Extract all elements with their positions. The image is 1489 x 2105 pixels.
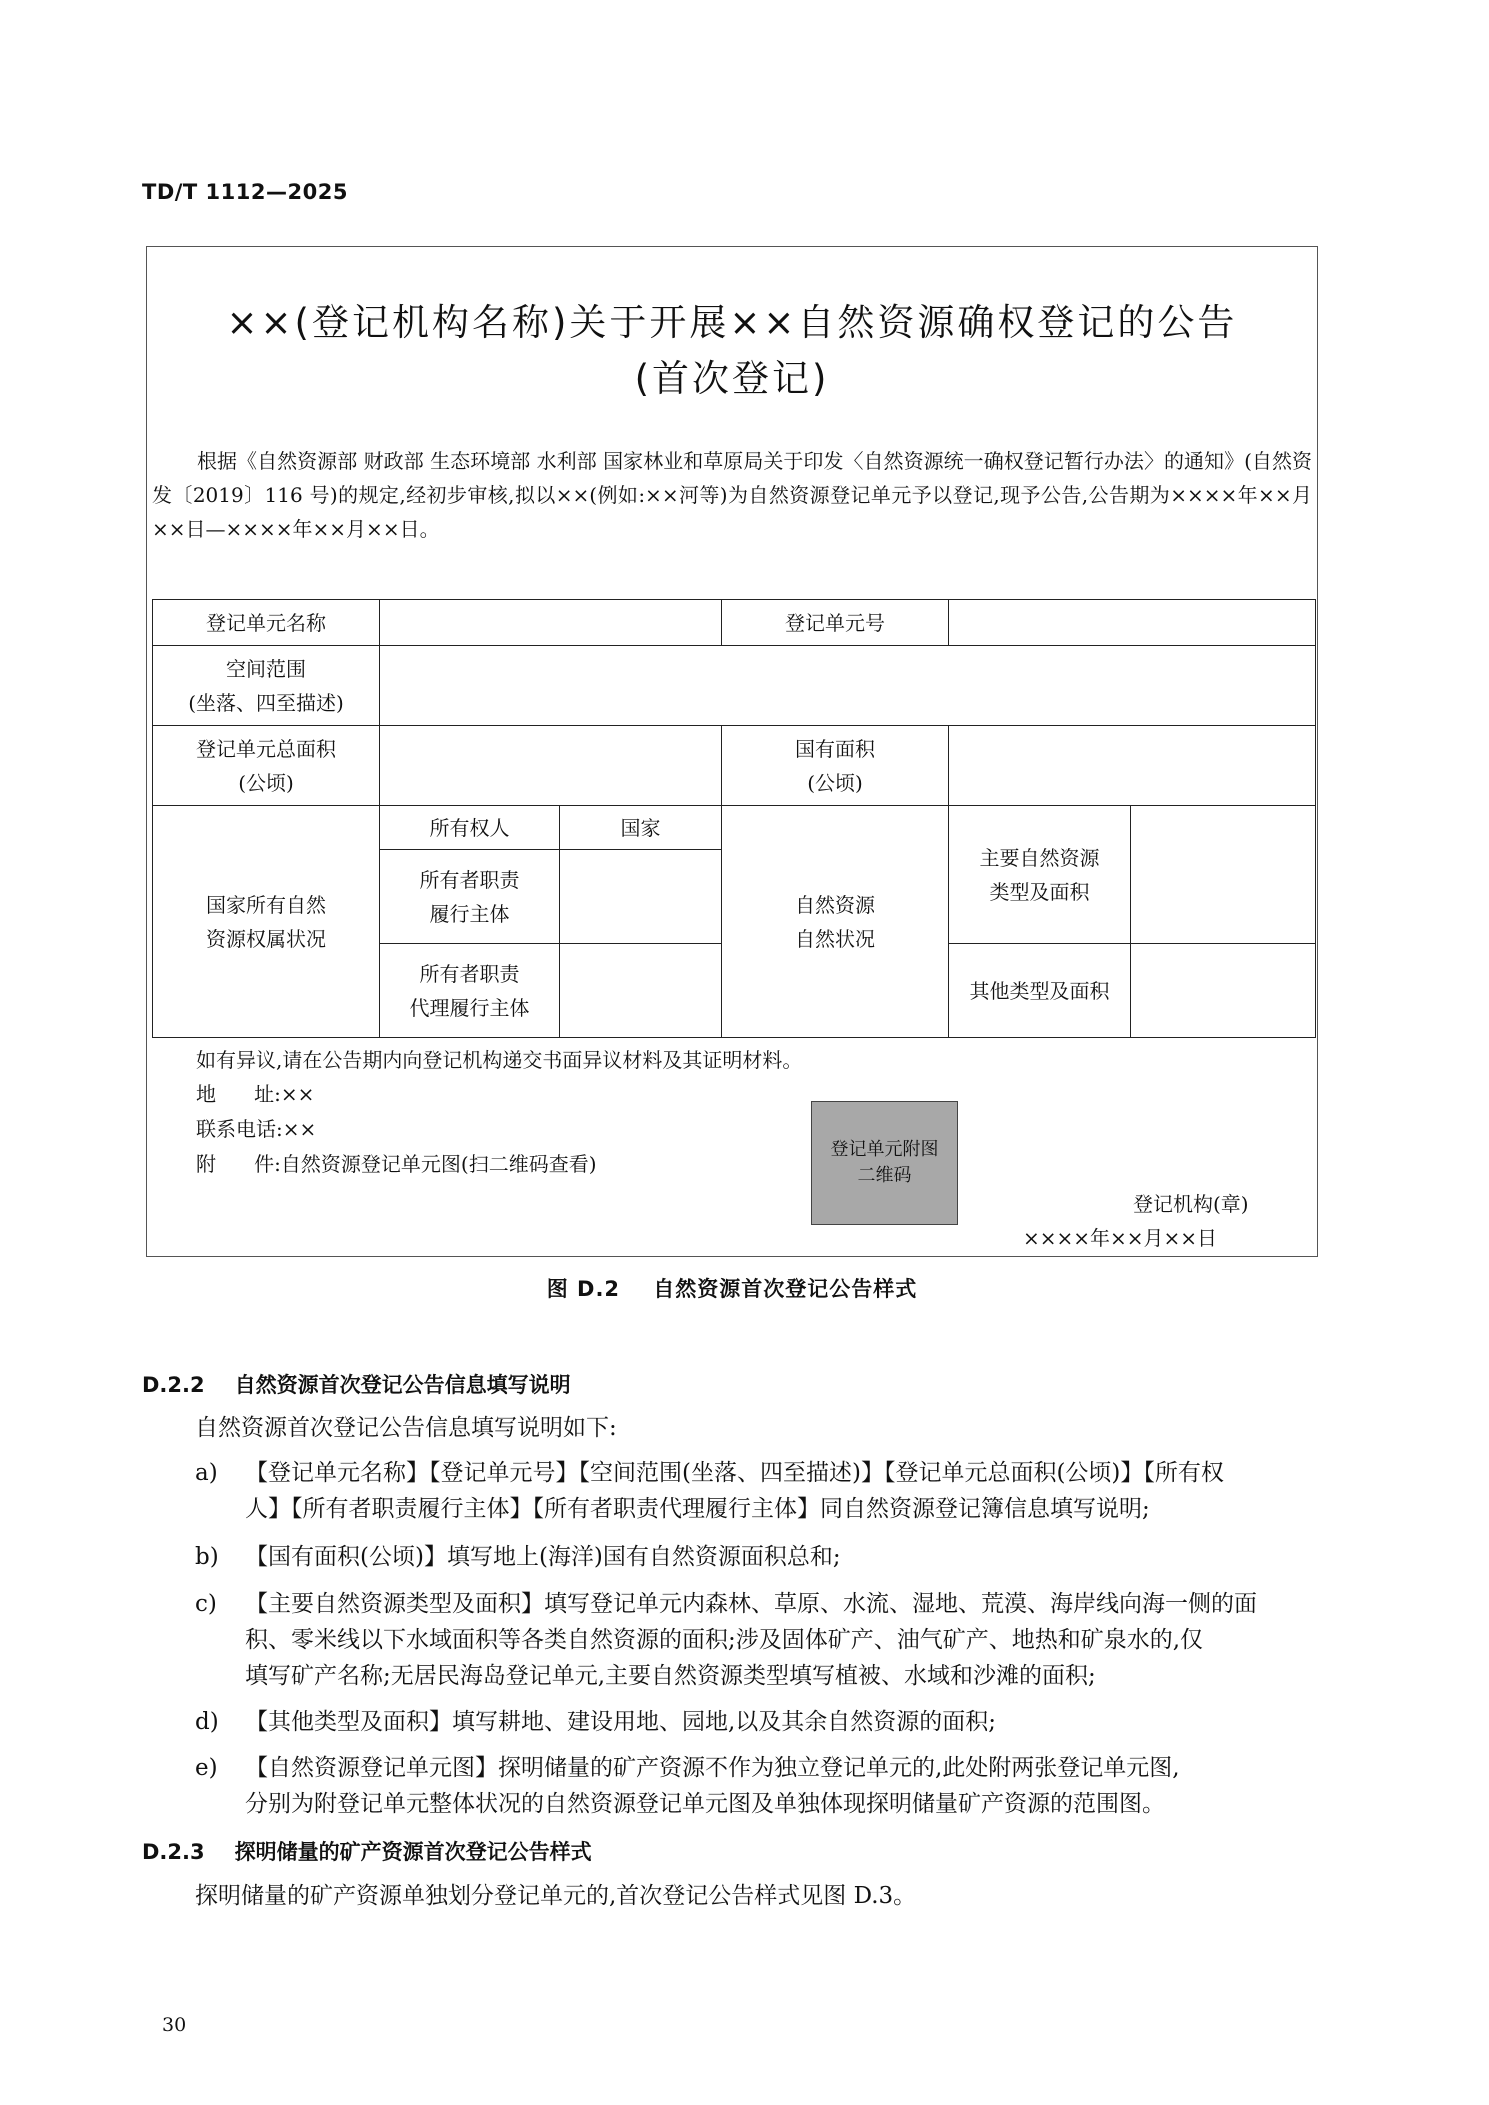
cell-ownership-label: 国家所有自然 资源权属状况 [153,806,380,1038]
cell-agent-label: 所有者职责 代理履行主体 [380,944,560,1038]
cell-duty-value [560,850,722,944]
list-item: b) 【国有面积(公顷)】填写地上(海洋)国有自然资源面积总和; [195,1544,841,1570]
page-number: 30 [162,2014,187,2036]
cell-total-area-value [380,726,722,806]
cell-unit-name-label: 登记单元名称 [153,600,380,646]
figure-caption: 图 D.2 自然资源首次登记公告样式 [546,1277,918,1301]
attachment-line: 附 件:自然资源登记单元图(扫二维码查看) [196,1152,597,1176]
section-intro: 自然资源首次登记公告信息填写说明如下: [195,1415,617,1441]
cell-duty-label: 所有者职责 履行主体 [380,850,560,944]
notice-intro: 根据《自然资源部 财政部 生态环境部 水利部 国家林业和草原局关于印发〈自然资源统一确权登记暂行办法〉的通知》(自然资发〔2019〕116 号)的规定,经初步审核,拟以××(例如:××河等)为自然资源登记单元予以登记,现予公告,公告期为××××年××月××日—××××年××月××日。 [152,449,1312,541]
list-item: a) 【登记单元名称】【登记单元号】【空间范围(坐落、四至描述)】【登记单元总面积(公顷)】【所有权 人】【所有者职责履行主体】【所有者职责代理履行主体】同自然资源登记簿信息填写说明; [195,1460,1224,1522]
cell-unit-no-value [949,600,1316,646]
cell-scope-label: 空间范围 (坐落、四至描述) [153,646,380,726]
section-heading-d22: D.2.2 自然资源首次登记公告信息填写说明 [142,1373,571,1397]
section-paragraph: 探明储量的矿产资源单独划分登记单元的,首次登记公告样式见图 D.3。 [195,1883,917,1909]
list-item: c) 【主要自然资源类型及面积】填写登记单元内森林、草原、水流、湿地、荒漠、海岸线向海一侧的面 积、零米线以下水域面积等各类自然资源的面积;涉及固体矿产、油气矿产、地热和矿泉水的,仅 填写矿产名称;无居民海岛登记单元,主要自然资源类型填写植被、水域和沙滩的面积; [195,1591,1257,1689]
cell-main-type-value [1131,806,1316,944]
document-id: TD/T 1112—2025 [142,180,348,204]
cell-scope-value [380,646,1316,726]
objection-text: 如有异议,请在公告期内向登记机构递交书面异议材料及其证明材料。 [196,1048,803,1072]
notice-date: ××××年××月××日 [1023,1226,1218,1250]
cell-nature-label: 自然资源 自然状况 [722,806,949,1038]
cell-unit-name-value [380,600,722,646]
cell-agent-value [560,944,722,1038]
registration-table [152,599,1316,1038]
cell-other-type-value [1131,944,1316,1038]
notice-subtitle: (首次登记) [634,357,830,400]
list-item: e) 【自然资源登记单元图】探明储量的矿产资源不作为独立登记单元的,此处附两张登记单元图, 分别为附登记单元整体状况的自然资源登记单元图及单独体现探明储量矿产资源的范围图。 [195,1755,1180,1817]
cell-other-type-label: 其他类型及面积 [949,944,1131,1038]
cell-owner-label: 所有权人 [380,806,560,850]
section-heading-d23: D.2.3 探明储量的矿产资源首次登记公告样式 [142,1840,592,1864]
qr-code-placeholder: 登记单元附图 二维码 [811,1101,958,1225]
notice-title: ××(登记机构名称)关于开展××自然资源确权登记的公告 [226,301,1238,344]
cell-state-area-label: 国有面积 (公顷) [722,726,949,806]
cell-unit-no-label: 登记单元号 [722,600,949,646]
list-item: d) 【其他类型及面积】填写耕地、建设用地、园地,以及其余自然资源的面积; [195,1709,997,1735]
cell-owner-value: 国家 [560,806,722,850]
cell-total-area-label: 登记单元总面积 (公顷) [153,726,380,806]
registration-org: 登记机构(章) [1133,1192,1249,1216]
cell-state-area-value [949,726,1316,806]
phone-line: 联系电话:×× [196,1117,317,1141]
address-line: 地 址:×× [196,1082,315,1106]
cell-main-type-label: 主要自然资源 类型及面积 [949,806,1131,944]
